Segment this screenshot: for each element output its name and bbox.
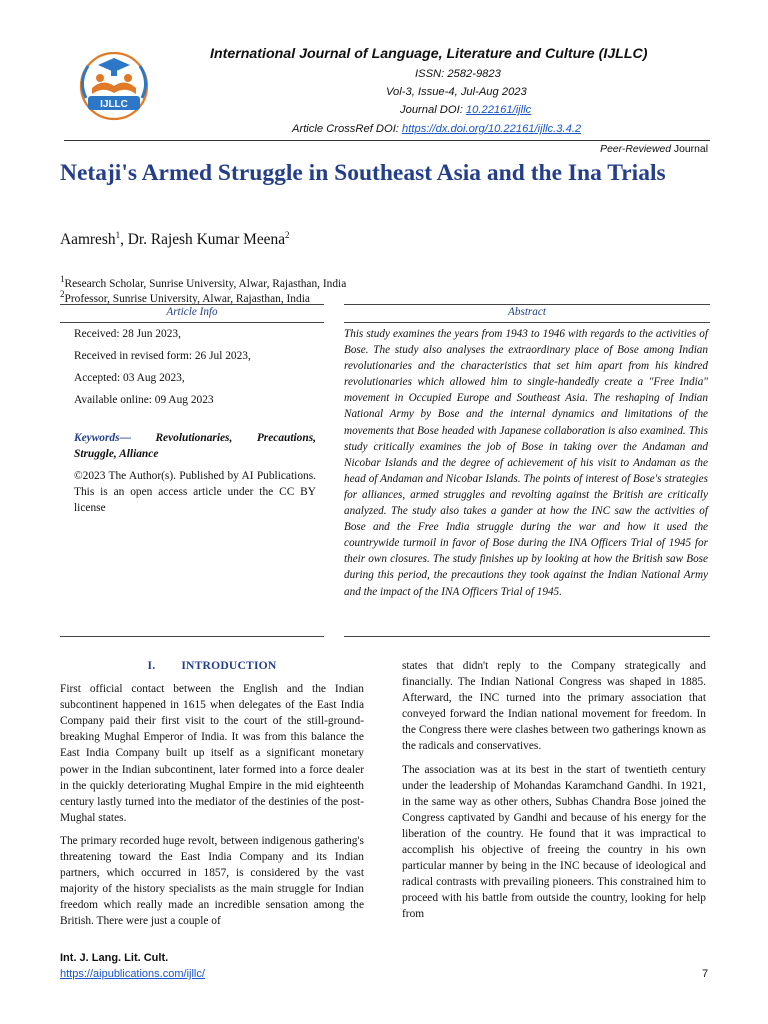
crossref-doi xyxy=(292,123,768,135)
authors xyxy=(60,230,290,249)
journal-doi-link[interactable]: 10.22161/ijllc xyxy=(465,104,532,116)
keywords-list: Revolutionaries, Precautions, Struggle, Alliance xyxy=(74,432,316,460)
abstract-top-rule xyxy=(344,304,710,305)
journal-doi-label: Journal DOI: xyxy=(400,104,466,116)
peer-reviewed-italic: Peer-Reviewed xyxy=(600,144,672,155)
article-info-heading: Article Info xyxy=(166,306,218,318)
volume-issue: Vol-3, Issue-4, Jul-Aug 2023 xyxy=(386,86,527,98)
paragraph: The primary recorded huge revolt, between indigenous gathering's threatening toward the East India Company and its Indian partners, which occurred in 1857, is considered by the vast majority of the history specialists as the main struggle for Indian freedom which really made an incredible sensation among the British. There were just a couple of xyxy=(60,834,364,928)
abstract-bottom-rule xyxy=(344,636,710,637)
peer-reviewed-label xyxy=(600,144,708,155)
received-date: Received: 28 Jun 2023, xyxy=(74,328,181,340)
paragraph: states that didn't reply to the Company strategically and financially. The Indian National Congress was shaped in 1885. Afterward, the INC turned into the primary association that conveyed forward the Indian national movement for freedom. In the Congress there were clashes between two gatherings known as the radicals and conservatives. xyxy=(402,660,706,753)
crossref-doi-label: Article CrossRef DOI: xyxy=(292,123,403,135)
footer-journal-abbrev: Int. J. Lang. Lit. Cult. xyxy=(60,952,169,964)
license-text: ©2023 The Author(s). Published by AI Publications. This is an open access article under the CC BY license xyxy=(74,470,316,514)
section-number: I. xyxy=(147,659,156,672)
abstract-header-rule xyxy=(344,322,710,323)
author-separator: , Dr. Rajesh Kumar Meena xyxy=(120,231,286,249)
online-date: Available online: 09 Aug 2023 xyxy=(74,394,214,406)
abstract-heading: Abstract xyxy=(508,306,546,318)
keywords xyxy=(74,430,316,462)
paragraph: The association was at its best in the start of twentieth century under the leadership of Mohandas Karamchand Gandhi. In 1921, in the same way as other others, Subhas Chandra Bose joined the Congress captivated by Gandhi and because of his energy for the liberation of the country. He found that it was impractical to accomplish his objective of freeing the country in his own particular manner by being in the INC because of ideological and radical contrasts with prevailing pioneers. This constrained him to proceed with his battle from outside the country, looking for help from xyxy=(402,763,706,921)
author-2-sup: 2 xyxy=(285,230,290,240)
logo-text: IJLLC xyxy=(100,99,128,110)
section-title: INTRODUCTION xyxy=(181,659,277,672)
paragraph: First official contact between the English and the Indian subcontinent happened in 1615 when delegates of the East India Company paid their first visit to the court of the still-ground-breaking Mughal Emperor of India. It was from this balance the East India Company built up itself as a significant monetary power in the Indian subcontinent, later formed into a force dealer in the quickly deteriorating Mughal Empire in the mid eighteenth century lastly turned into the mediator of the destinies of the post-Mughal states. xyxy=(60,683,364,824)
abstract-text: This study examines the years from 1943 to 1946 with regards to the activities of Bose. The study also analyses the extraordinary place of Bose among Indian revolutionaries and the characteristics that set him apart from his kindred revolutionaries which allowed him to single-handedly create a "Free India" movement in Occupied Europe and Southeast Asia. The reshaping of Indian National Army by Bose and the internal dynamics and limitations of the movements that Bose headed with Japanese collaboration is also examined. This study critically examines the job of Bose in taking over the Andaman and Nicobar Islands and the degree of achievement of his visit to Andaman as the head of Andaman and Nicobar Islands. The points of interest of Bose's strategies for alliances, armed struggles and revolting against the British are critically analyzed. The study also takes a gander at how the INC saw the activities of Bose and the Free India struggle during the war and how it used the countrywide turmoil in favor of Bose during the INA Officers Trial of 1945 for their own closures. The study finishes up by looking at how the British saw Bose during this period, the precautions they took against the Indian National Army and the impact of the INA Officers Trial of 1945. xyxy=(344,328,708,598)
accepted-date: Accepted: 03 Aug 2023, xyxy=(74,372,185,384)
footer-url-link[interactable]: https://aipublications.com/ijllc/ xyxy=(60,968,205,980)
info-bottom-rule xyxy=(60,636,324,637)
affiliation-1 xyxy=(60,274,346,290)
paper-title: Netaji's Armed Struggle in Southeast Asia and the Ina Trials xyxy=(60,160,666,186)
logo-emblem-icon xyxy=(64,48,164,124)
affiliation-2-sup: 2 xyxy=(60,289,65,299)
keywords-label: Keywords— xyxy=(74,432,131,444)
crossref-doi-link[interactable]: https://dx.doi.org/10.22161/ijllc.3.4.2 xyxy=(402,123,582,135)
journal-doi xyxy=(400,104,768,116)
header-divider xyxy=(64,140,710,141)
affiliation-1-text: Research Scholar, Sunrise University, Alwar, Rajasthan, India xyxy=(64,277,347,290)
page-number: 7 xyxy=(702,968,709,980)
journal-logo xyxy=(64,48,164,124)
info-header-rule xyxy=(60,322,324,323)
body-column-left xyxy=(60,658,364,937)
peer-reviewed-rest: Journal xyxy=(671,144,708,155)
section-heading xyxy=(60,658,364,674)
journal-title: International Journal of Language, Literature and Culture (IJLLC) xyxy=(210,46,648,62)
author-1-sup: 1 xyxy=(115,230,121,240)
article-info-abstract-block xyxy=(60,304,710,638)
author-1: Aamresh xyxy=(60,231,116,249)
affiliation-2-text: Professor, Sunrise University, Alwar, Rajasthan, India xyxy=(64,292,310,305)
issn: ISSN: 2582-9823 xyxy=(415,68,501,80)
revised-date: Received in revised form: 26 Jul 2023, xyxy=(74,350,251,362)
page-header xyxy=(0,0,768,158)
affiliation-1-sup: 1 xyxy=(60,274,65,284)
body-column-right xyxy=(402,658,706,930)
affiliation-2 xyxy=(60,289,310,305)
info-top-rule xyxy=(60,304,324,305)
